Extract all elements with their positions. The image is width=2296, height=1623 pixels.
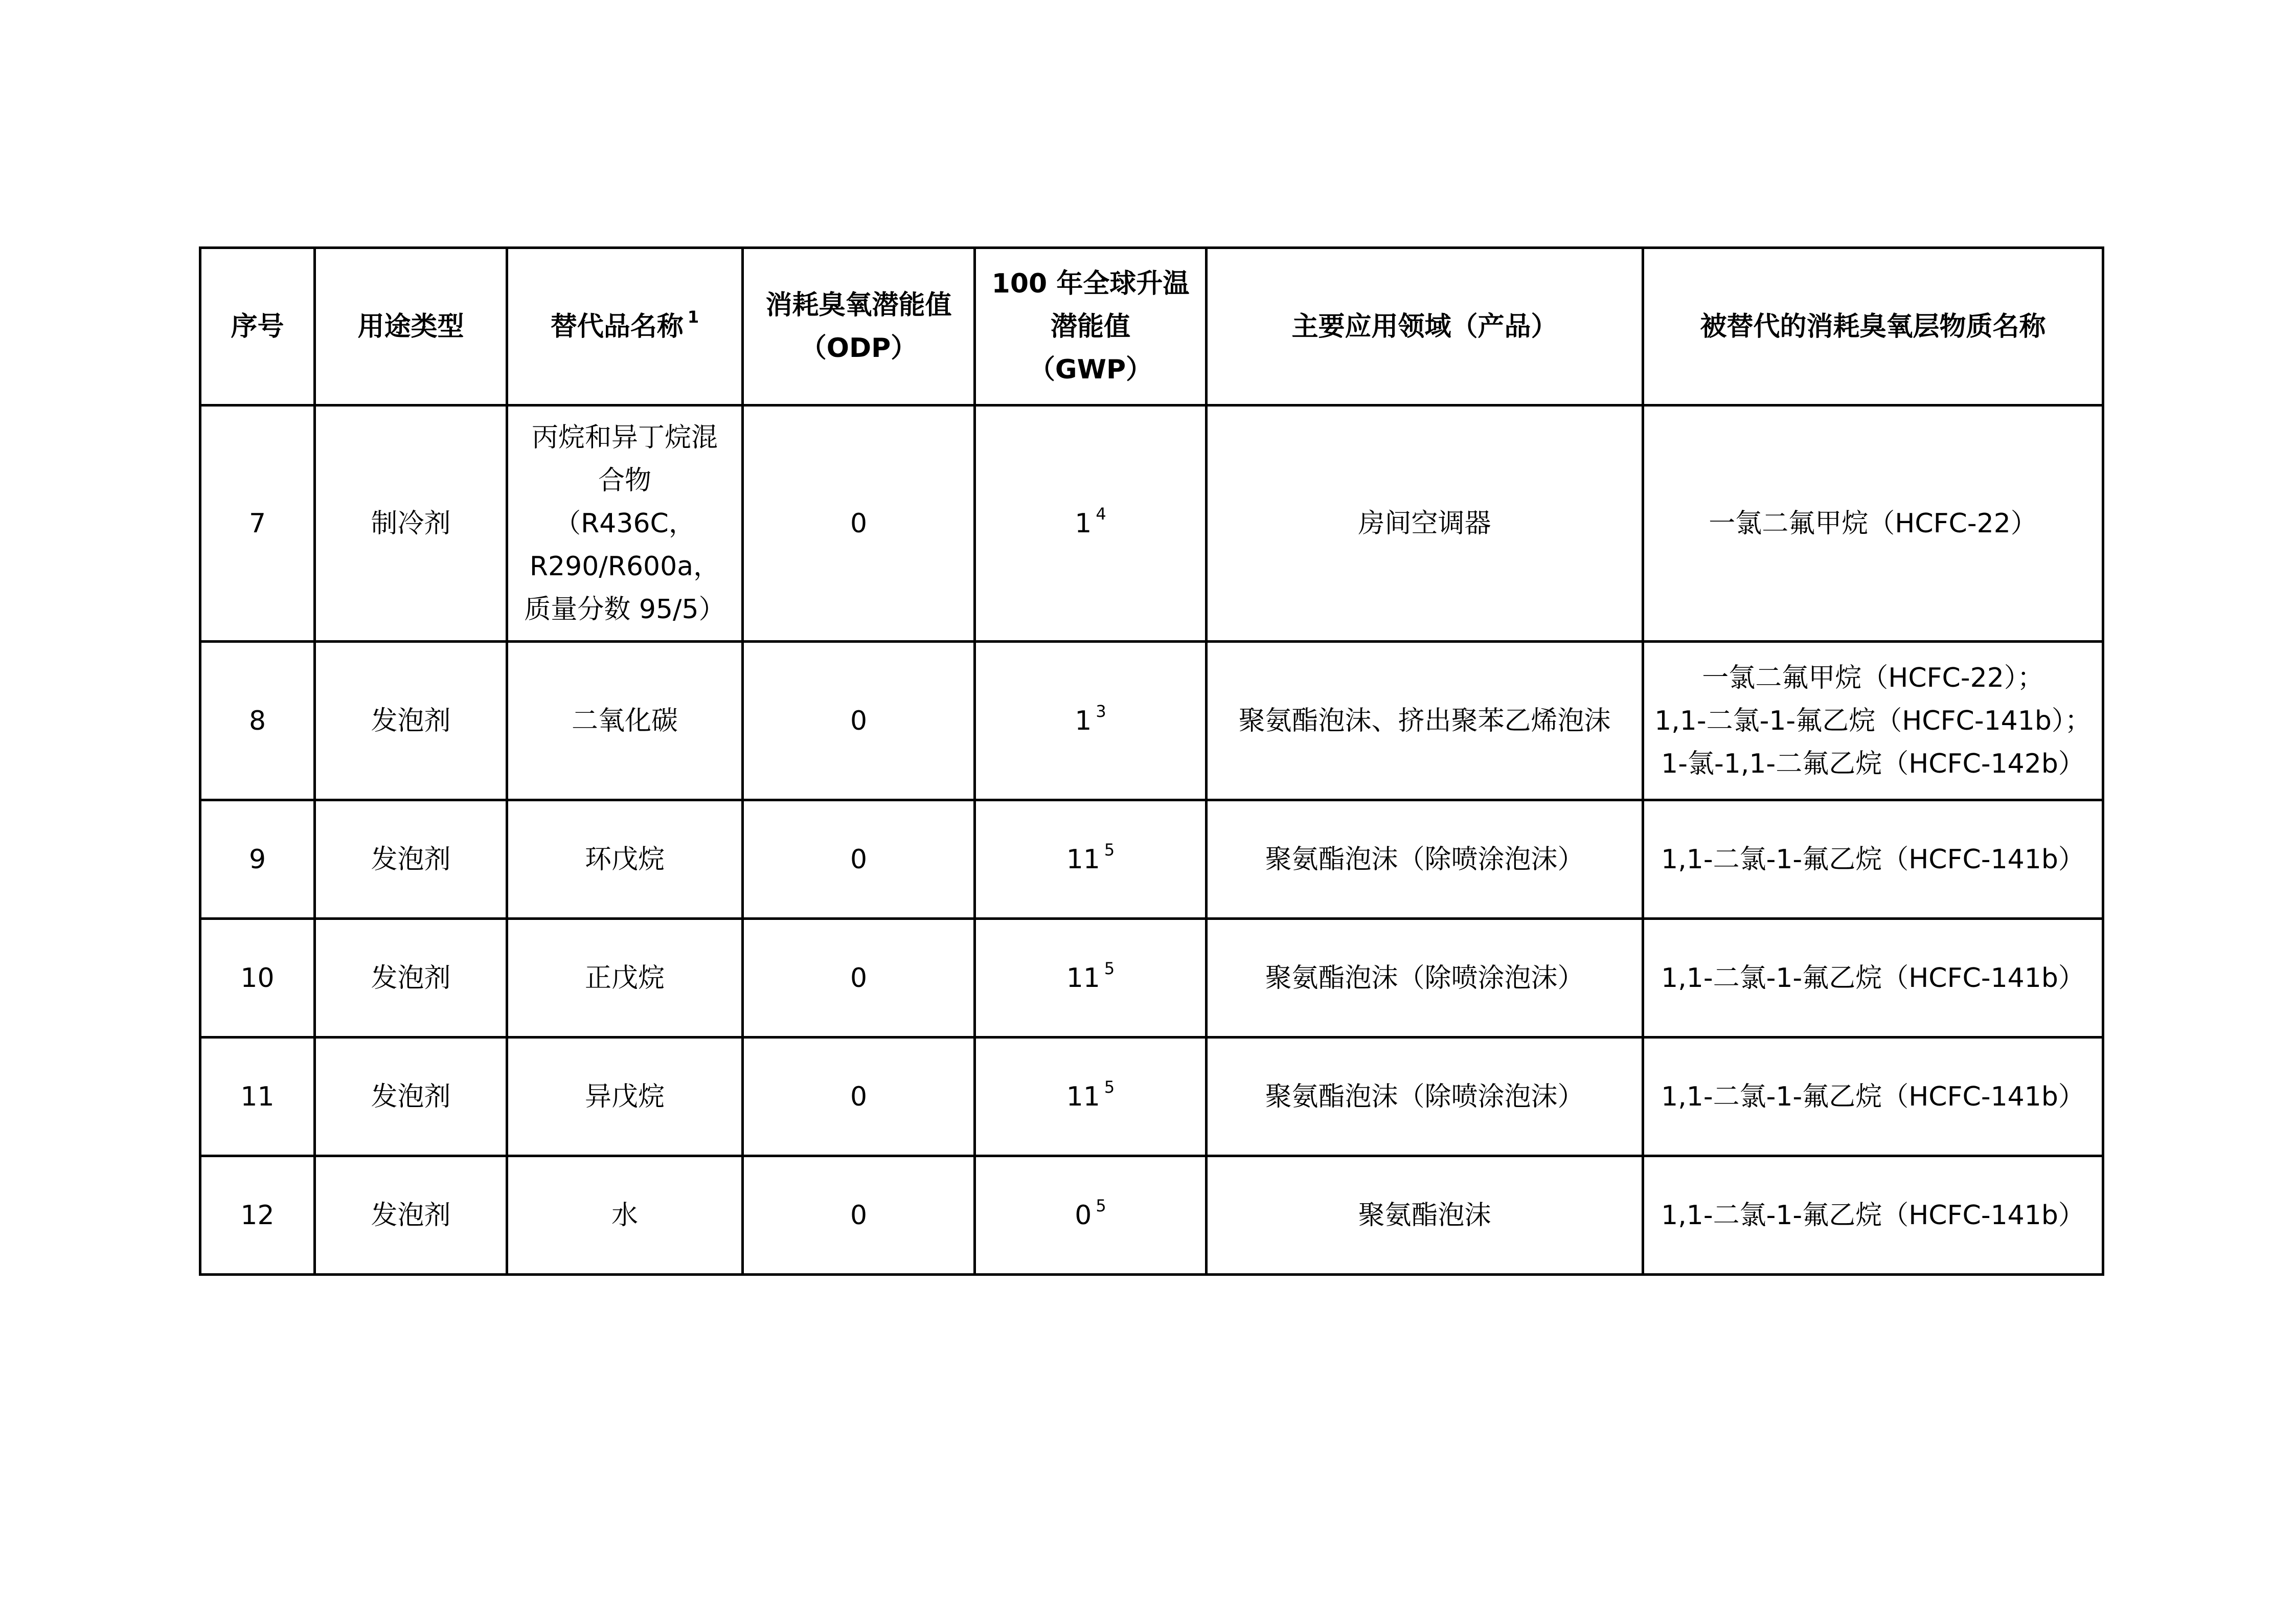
- cell-seq: 10: [200, 919, 315, 1038]
- replaced-line: 1,1-二氯-1-氟乙烷（HCFC-141b）: [1661, 844, 2085, 875]
- name-line: 水: [611, 1200, 638, 1231]
- replaced-line: 一氯二氟甲烷（HCFC-22）: [1709, 508, 2037, 539]
- footnote-marker: 4: [1096, 504, 1106, 524]
- cell-gwp: [975, 642, 1207, 800]
- cell-use-type: 制冷剂: [315, 405, 507, 642]
- cell-substitute-name: [507, 800, 743, 919]
- name-line: 丙烷和异丁烷混: [531, 422, 718, 453]
- name-line: 质量分数 95/5）: [524, 594, 725, 625]
- header-replaced-label: 被替代的消耗臭氧层物质名称: [1700, 311, 2046, 342]
- cell-gwp: [975, 800, 1207, 919]
- cell-seq: 12: [200, 1156, 315, 1275]
- cell-replaced: [1643, 800, 2103, 919]
- cell-use-type: 发泡剂: [315, 1156, 507, 1275]
- cell-odp: 0: [743, 1156, 975, 1275]
- header-gwp: [975, 248, 1207, 405]
- cell-substitute-name: [507, 919, 743, 1038]
- cell-seq: 9: [200, 800, 315, 919]
- header-gwp-line: 100 年全球升温: [991, 268, 1190, 299]
- cell-application: 聚氨酯泡沫（除喷涂泡沫）: [1207, 800, 1643, 919]
- cell-application: 聚氨酯泡沫、挤出聚苯乙烯泡沫: [1207, 642, 1643, 800]
- footnote-marker: 5: [1104, 959, 1115, 979]
- gwp-value: 1: [1075, 508, 1092, 539]
- cell-gwp: [975, 405, 1207, 642]
- name-line: 正戊烷: [584, 962, 665, 994]
- table-row: [200, 800, 2103, 919]
- name-line: 二氧化碳: [571, 705, 678, 736]
- cell-replaced: [1643, 1156, 2103, 1275]
- cell-application: 聚氨酯泡沫（除喷涂泡沫）: [1207, 1038, 1643, 1156]
- header-odp: [743, 248, 975, 405]
- footnote-marker: 5: [1096, 1196, 1106, 1216]
- table-header-row: [200, 248, 2103, 405]
- cell-use-type: 发泡剂: [315, 919, 507, 1038]
- header-gwp-line: （GWP）: [1028, 354, 1153, 385]
- header-application: [1207, 248, 1643, 405]
- cell-use-type: 发泡剂: [315, 1038, 507, 1156]
- cell-odp: 0: [743, 1038, 975, 1156]
- replaced-line: 1-氯-1,1-二氟乙烷（HCFC-142b）: [1661, 748, 2085, 779]
- cell-gwp: [975, 1156, 1207, 1275]
- footnote-marker: 1: [687, 307, 699, 327]
- gwp-value: 0: [1075, 1200, 1092, 1231]
- header-application-label: 主要应用领域（产品）: [1291, 311, 1558, 342]
- cell-seq: 7: [200, 405, 315, 642]
- header-replaced: [1643, 248, 2103, 405]
- gwp-value: 11: [1066, 1081, 1100, 1112]
- table-row: [200, 1156, 2103, 1275]
- gwp-value: 1: [1075, 705, 1092, 736]
- header-substitute-name: [507, 248, 743, 405]
- replaced-line: 1,1-二氯-1-氟乙烷（HCFC-141b）: [1661, 962, 2085, 994]
- footnote-marker: 5: [1104, 1077, 1115, 1097]
- cell-substitute-name: [507, 405, 743, 642]
- cell-seq: 11: [200, 1038, 315, 1156]
- header-substitute-name-label: 替代品名称: [550, 311, 684, 342]
- cell-application: 房间空调器: [1207, 405, 1643, 642]
- replaced-line: 1,1-二氯-1-氟乙烷（HCFC-141b）: [1661, 1081, 2085, 1112]
- name-line: 环戊烷: [584, 844, 665, 875]
- header-odp-line: （ODP）: [800, 332, 918, 364]
- footnote-marker: 3: [1096, 702, 1106, 722]
- cell-substitute-name: [507, 642, 743, 800]
- header-use-type-label: 用途类型: [357, 311, 464, 342]
- cell-odp: 0: [743, 642, 975, 800]
- cell-odp: 0: [743, 405, 975, 642]
- cell-replaced: [1643, 1038, 2103, 1156]
- cell-gwp: [975, 919, 1207, 1038]
- cell-substitute-name: [507, 1038, 743, 1156]
- name-line: 异戊烷: [584, 1081, 665, 1112]
- cell-replaced: [1643, 405, 2103, 642]
- cell-odp: 0: [743, 919, 975, 1038]
- cell-gwp: [975, 1038, 1207, 1156]
- cell-application: 聚氨酯泡沫（除喷涂泡沫）: [1207, 919, 1643, 1038]
- header-odp-line: 消耗臭氧潜能值: [765, 289, 952, 321]
- table-row: [200, 1038, 2103, 1156]
- footnote-marker: 5: [1104, 840, 1115, 860]
- header-seq-label: 序号: [231, 311, 284, 342]
- table-row: [200, 405, 2103, 642]
- header-seq: [200, 248, 315, 405]
- cell-replaced: [1643, 642, 2103, 800]
- table-row: [200, 642, 2103, 800]
- name-line: （R436C，: [554, 508, 695, 539]
- cell-use-type: 发泡剂: [315, 642, 507, 800]
- replaced-line: 一氯二氟甲烷（HCFC-22）；: [1702, 662, 2044, 693]
- cell-substitute-name: [507, 1156, 743, 1275]
- cell-replaced: [1643, 919, 2103, 1038]
- replaced-line: 1,1-二氯-1-氟乙烷（HCFC-141b）: [1661, 1200, 2085, 1231]
- gwp-value: 11: [1066, 844, 1100, 875]
- replaced-line: 1,1-二氯-1-氟乙烷（HCFC-141b）；: [1654, 705, 2092, 736]
- gwp-value: 11: [1066, 962, 1100, 994]
- cell-seq: 8: [200, 642, 315, 800]
- name-line: R290/R600a，: [529, 551, 720, 582]
- header-use-type: [315, 248, 507, 405]
- header-gwp-line: 潜能值: [1050, 311, 1130, 342]
- cell-application: 聚氨酯泡沫: [1207, 1156, 1643, 1275]
- table-row: [200, 919, 2103, 1038]
- name-line: 合物: [598, 465, 651, 496]
- substitutes-table: [199, 246, 2104, 1276]
- cell-odp: 0: [743, 800, 975, 919]
- cell-use-type: 发泡剂: [315, 800, 507, 919]
